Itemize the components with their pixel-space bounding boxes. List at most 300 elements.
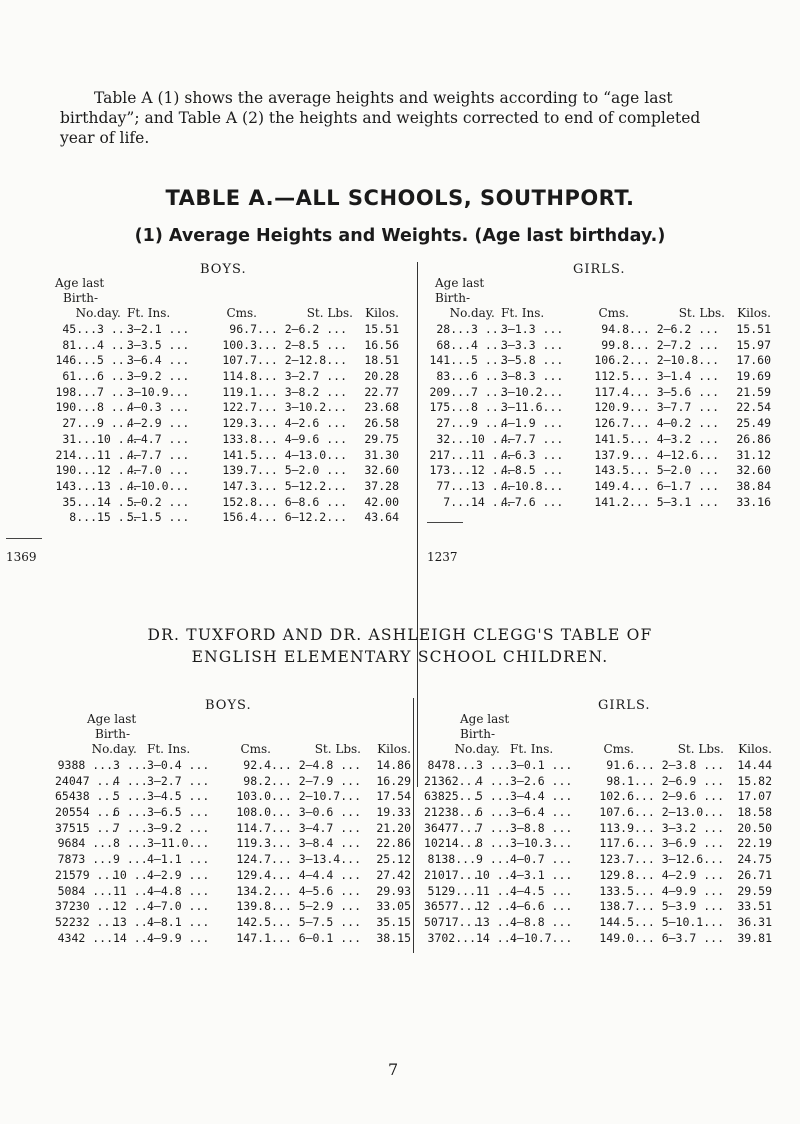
table-cell: 33.16	[736, 494, 771, 509]
table-cell: 21.59	[736, 384, 771, 399]
table-cell: 14.86	[376, 758, 411, 772]
table-cell: 4—0.7 ...	[510, 852, 573, 867]
table-row	[55, 432, 399, 448]
table-cell: 91.6	[606, 758, 634, 772]
table-row	[55, 915, 411, 931]
table-row	[424, 774, 772, 790]
girls-total: 1237	[427, 550, 458, 564]
table-cell: 119.3	[236, 836, 271, 851]
table-cell: 16.56	[364, 337, 399, 352]
table-cell: 3—3.3 ...	[501, 337, 564, 352]
table-row	[427, 448, 771, 464]
table-cell: 3—9.2 ...	[147, 820, 210, 835]
table-row	[55, 789, 411, 805]
table-cell: 120.9	[594, 400, 629, 415]
table-row	[427, 400, 771, 416]
table-cell: 8 ...	[476, 836, 511, 851]
table-cell: ... 2—6.2 ...	[629, 322, 720, 336]
table-cell: 4—4.7 ...	[127, 431, 190, 446]
table-cell: 32.60	[364, 463, 399, 478]
column-header: Kilos.	[365, 306, 399, 320]
table-row	[55, 400, 399, 416]
table-cell: 190...	[55, 463, 97, 478]
table-cell: 22.54	[736, 400, 771, 415]
table-cell: ... 3—1.4 ...	[629, 369, 720, 384]
table-cell: 190...	[55, 400, 97, 415]
girls-label: GIRLS.	[598, 698, 651, 713]
table-row	[55, 899, 411, 915]
table-cell: 3—6.4 ...	[127, 353, 190, 368]
table-row	[427, 463, 771, 479]
table-row	[424, 931, 772, 947]
boys-total-rule	[6, 538, 42, 539]
table-cell: 26.71	[737, 867, 772, 882]
table-cell: 37515 ...	[55, 820, 118, 835]
table-cell: ... 4—13.0...	[257, 447, 348, 462]
table-cell: 173...	[429, 463, 471, 478]
table-cell: 63825...	[424, 789, 480, 804]
table-cell: 3—5.8 ...	[501, 353, 564, 368]
table-cell: ... 2—12.8...	[257, 353, 348, 368]
table-cell: 7 ...	[97, 384, 132, 399]
table-row	[55, 805, 411, 821]
table-cell: 52232 ...	[55, 914, 118, 929]
table-cell: 17.07	[737, 789, 772, 804]
table-row	[427, 416, 771, 432]
table-cell: 149.0	[599, 930, 634, 945]
table-cell: 35...	[62, 494, 97, 509]
table-cell: 8 ...	[97, 400, 132, 415]
table-cell: 39.81	[737, 930, 772, 945]
table-cell: 19.33	[376, 805, 411, 820]
table-cell: 129.8	[599, 867, 634, 882]
table-cell: 147.1	[236, 930, 271, 945]
column-header: Kilos.	[738, 742, 772, 756]
table-cell: 6 ...	[471, 369, 506, 384]
table-cell: ... 6—3.7 ...	[634, 930, 725, 945]
column-header: St. Lbs.	[306, 306, 353, 320]
table-cell: 123.7	[599, 852, 634, 867]
table-cell: 6 ...	[476, 805, 511, 820]
table-cell: 4342 ...	[57, 930, 113, 945]
table-cell: 14 ...	[476, 930, 518, 945]
table-cell: 4—9.9 ...	[147, 930, 210, 945]
table-cell: 29.75	[364, 431, 399, 446]
table-cell: 98.1	[606, 773, 634, 788]
table-cell: 35.15	[376, 914, 411, 929]
table-cell: 137.9	[594, 447, 629, 462]
table-cell: ... 4—2.9 ...	[634, 867, 725, 882]
table-cell: 4—7.0 ...	[127, 463, 190, 478]
table-row	[55, 868, 411, 884]
table-row	[55, 774, 411, 790]
table-cell: 156.4	[222, 510, 257, 525]
table-cell: ... 3—10.2...	[257, 400, 348, 415]
table-cell: 4—10.0...	[127, 478, 190, 493]
table-cell: ... 4—9.9 ...	[634, 883, 725, 898]
table-row	[55, 369, 399, 385]
column-header: Ft. Ins.	[510, 742, 554, 756]
table-cell: 3—2.6 ...	[510, 773, 573, 788]
table-row	[55, 353, 399, 369]
table-cell: 3—3.5 ...	[127, 337, 190, 352]
table-cell: ... 3—8.4 ...	[271, 836, 362, 851]
table-cell: ... 5—2.9 ...	[271, 899, 362, 914]
table-cell: 152.8	[222, 494, 257, 509]
table-cell: 114.7	[236, 820, 271, 835]
table-cell: 141.2	[594, 494, 629, 509]
table-a-title: TABLE A.—ALL SCHOOLS, SOUTHPORT.	[165, 186, 635, 210]
table-cell: 11 ...	[476, 883, 518, 898]
table-cell: ... 3—13.4...	[271, 852, 362, 867]
table-cell: 4—7.7 ...	[501, 431, 564, 446]
table-cell: 65438 ...	[55, 789, 118, 804]
table-cell: 36577...	[424, 899, 480, 914]
table-cell: 38.84	[736, 478, 771, 493]
table-row	[55, 322, 399, 338]
table-cell: ... 4—9.6 ...	[257, 431, 348, 446]
table-cell: 4—8.1 ...	[147, 914, 210, 929]
table-a-boys	[55, 262, 399, 525]
table-cell: 141.5	[222, 447, 257, 462]
column-header: Cms.	[240, 742, 271, 756]
table-cell: 21238...	[424, 805, 480, 820]
table-cell: 11 ...	[97, 447, 139, 462]
age-header-1: Age last	[460, 712, 510, 726]
table-cell: ... 3—2.7 ...	[257, 369, 348, 384]
table-cell: 4—2.9 ...	[127, 416, 190, 431]
table-row	[424, 758, 772, 774]
table-cell: 134.2	[236, 883, 271, 898]
table-cell: 100.3	[222, 337, 257, 352]
table-cell: 4—8.8 ...	[510, 914, 573, 929]
table-cell: 3—4.4 ...	[510, 789, 573, 804]
table-cell: 5129...	[427, 883, 476, 898]
table-cell: 38.15	[376, 930, 411, 945]
table-cell: 21362...	[424, 773, 480, 788]
table-cell: 7 ...	[471, 384, 506, 399]
table-row	[427, 338, 771, 354]
column-header: day.	[476, 742, 500, 756]
table-cell: 10 ...	[471, 431, 513, 446]
boys-label: BOYS.	[200, 262, 247, 277]
table-b-girls	[424, 698, 772, 958]
column-header: No.	[449, 306, 471, 320]
column-header: St. Lbs.	[677, 742, 724, 756]
table-cell: 4—4.5 ...	[510, 883, 573, 898]
table-cell: 92.4	[243, 758, 271, 772]
table-cell: 13 ...	[113, 914, 155, 929]
column-header: Ft. Ins.	[501, 306, 545, 320]
table-cell: 16.29	[376, 773, 411, 788]
table-cell: 6 ...	[97, 369, 132, 384]
table-cell: 9 ...	[476, 852, 511, 867]
table-cell: 21017...	[424, 867, 480, 882]
table-cell: 17.60	[736, 353, 771, 368]
table-row	[424, 899, 772, 915]
table-cell: ... 3—5.6 ...	[629, 384, 720, 399]
column-header: St. Lbs.	[678, 306, 725, 320]
table-cell: 3—8.3 ...	[501, 369, 564, 384]
table-row	[55, 463, 399, 479]
table-cell: ... 4—4.4 ...	[271, 867, 362, 882]
table-cell: 4—2.9 ...	[147, 867, 210, 882]
table-cell: 32.60	[736, 463, 771, 478]
table-cell: 15.51	[364, 322, 399, 336]
table-cell: 4—7.7 ...	[127, 447, 190, 462]
column-headers	[55, 306, 399, 320]
table-cell: 36477...	[424, 820, 480, 835]
table-cell: 103.0	[236, 789, 271, 804]
table-cell: ... 4—12.6...	[629, 447, 720, 462]
table-cell: 43.64	[364, 510, 399, 525]
table-row	[424, 789, 772, 805]
column-header: No.	[75, 306, 97, 320]
table-cell: 5—1.5 ...	[127, 510, 190, 525]
table-cell: 10 ...	[476, 867, 518, 882]
table-cell: 141...	[429, 353, 471, 368]
table-row	[427, 369, 771, 385]
table-cell: 6 ...	[113, 805, 148, 820]
table-row	[55, 385, 399, 401]
table-cell: 4—1.9 ...	[501, 416, 564, 431]
column-header: day.	[471, 306, 495, 320]
table-cell: 129.4	[236, 867, 271, 882]
table-row	[55, 836, 411, 852]
table-cell: 108.0	[236, 805, 271, 820]
table-row	[55, 479, 399, 495]
table-cell: 3—11.0...	[147, 836, 210, 851]
column-header: Ft. Ins.	[147, 742, 191, 756]
table-row	[424, 868, 772, 884]
table-cell: 31.12	[736, 447, 771, 462]
table-cell: ... 5—3.9 ...	[634, 899, 725, 914]
table-cell: ... 6—1.7 ...	[629, 478, 720, 493]
table-row	[427, 353, 771, 369]
table-cell: 29.59	[737, 883, 772, 898]
table-cell: 11 ...	[113, 883, 155, 898]
table-cell: 3—8.8 ...	[510, 820, 573, 835]
table-row	[55, 884, 411, 900]
column-headers	[424, 742, 772, 756]
table-cell: 12 ...	[471, 463, 513, 478]
table-row	[427, 432, 771, 448]
girls-label: GIRLS.	[573, 262, 626, 277]
boys-label: BOYS.	[205, 698, 252, 713]
table-cell: ... 4—5.6 ...	[271, 883, 362, 898]
table-cell: 4 ...	[113, 773, 148, 788]
column-header: St. Lbs.	[314, 742, 361, 756]
table-cell: ... 5—2.0 ...	[629, 463, 720, 478]
table-cell: 8138...	[427, 852, 476, 867]
table-row	[424, 805, 772, 821]
table-row	[424, 836, 772, 852]
table-cell: 144.5	[599, 914, 634, 929]
table-cell: 7873 ...	[57, 852, 113, 867]
table-cell: 5 ...	[97, 353, 132, 368]
table-row	[424, 915, 772, 931]
table-cell: 22.86	[376, 836, 411, 851]
table-cell: 77...	[436, 478, 471, 493]
table-cell: 3—2.1 ...	[127, 322, 190, 336]
table-cell: ... 5—2.0 ...	[257, 463, 348, 478]
age-header-2: Birth-	[63, 291, 98, 305]
table-cell: 20.28	[364, 369, 399, 384]
table-cell: 4 ...	[471, 337, 506, 352]
table-cell: 149.4	[594, 478, 629, 493]
table-cell: ... 5—7.5 ...	[271, 914, 362, 929]
table-cell: 107.7	[222, 353, 257, 368]
table-cell: 18.58	[737, 805, 772, 820]
table-cell: 17.54	[376, 789, 411, 804]
table-cell: 27...	[62, 416, 97, 431]
table-cell: 107.6	[599, 805, 634, 820]
table-cell: 142.5	[236, 914, 271, 929]
table-cell: 15 ...	[97, 510, 139, 525]
table-cell: 29.93	[376, 883, 411, 898]
table-cell: 7 ...	[476, 820, 511, 835]
table-cell: 12 ...	[113, 899, 155, 914]
table-cell: 122.7	[222, 400, 257, 415]
table-cell: ... 6—0.1 ...	[271, 930, 362, 945]
table-cell: 8 ...	[471, 400, 506, 415]
table-row	[55, 931, 411, 947]
table-body	[424, 758, 772, 946]
column-header: Kilos.	[737, 306, 771, 320]
table-row	[424, 884, 772, 900]
column-header: Cms.	[598, 306, 629, 320]
table-cell: ... 5—3.1 ...	[629, 494, 720, 509]
column-header: No.	[454, 742, 476, 756]
table-cell: ... 2—10.7...	[271, 789, 362, 804]
table-cell: ... 2—7.2 ...	[629, 337, 720, 352]
age-header-1: Age last	[87, 712, 137, 726]
table-cell: 81...	[62, 337, 97, 352]
column-header: Cms.	[603, 742, 634, 756]
table-cell: 3 ...	[471, 322, 506, 336]
table-cell: ... 3—0.6 ...	[271, 805, 362, 820]
table-cell: 4—3.1 ...	[510, 867, 573, 882]
table-cell: ... 3—7.7 ...	[629, 400, 720, 415]
table-cell: 143.5	[594, 463, 629, 478]
table-cell: 3702...	[427, 930, 476, 945]
table-cell: 209...	[429, 384, 471, 399]
table-cell: 3—0.1 ...	[510, 758, 573, 772]
table-cell: 3—10.2...	[501, 384, 564, 399]
table-cell: ... 2—3.8 ...	[634, 758, 725, 772]
table-row	[55, 821, 411, 837]
table-row	[55, 448, 399, 464]
table-cell: ... 6—12.2...	[257, 510, 348, 525]
table-cell: ... 3—4.7 ...	[271, 820, 362, 835]
column-headers	[55, 742, 411, 756]
table-cell: 28...	[436, 322, 471, 336]
table-cell: 5 ...	[476, 789, 511, 804]
table-cell: 14 ...	[471, 494, 513, 509]
table-cell: 99.8	[601, 337, 629, 352]
table-cell: 25.49	[736, 416, 771, 431]
table-cell: 138.7	[599, 899, 634, 914]
table-body	[55, 322, 399, 526]
table-cell: 119.1	[222, 384, 257, 399]
table-cell: ... 3—3.2 ...	[634, 820, 725, 835]
table-cell: 25.12	[376, 852, 411, 867]
table-cell: 3 ...	[113, 758, 148, 772]
table-cell: 175...	[429, 400, 471, 415]
table-cell: 9388 ...	[57, 758, 113, 772]
table-cell: 14 ...	[97, 494, 139, 509]
table-cell: 9684 ...	[57, 836, 113, 851]
table-cell: 4 ...	[476, 773, 511, 788]
table-cell: ... 6—8.6 ...	[257, 494, 348, 509]
table-cell: 32...	[436, 431, 471, 446]
table-cell: 33.51	[737, 899, 772, 914]
table-cell: 5084 ...	[57, 883, 113, 898]
table-cell: 10 ...	[113, 867, 155, 882]
table-row	[55, 852, 411, 868]
table-cell: 10214...	[424, 836, 480, 851]
table-cell: 3—2.7 ...	[147, 773, 210, 788]
table-cell: ... 2—7.9 ...	[271, 773, 362, 788]
page-number: 7	[388, 1060, 399, 1079]
table-cell: 4—6.6 ...	[510, 899, 573, 914]
age-header-2: Birth-	[95, 727, 130, 741]
table-cell: 12 ...	[476, 899, 518, 914]
table-cell: 5 ...	[471, 353, 506, 368]
table-cell: 94.8	[601, 322, 629, 336]
table-cell: 8478...	[427, 758, 476, 772]
table-cell: 139.8	[236, 899, 271, 914]
table-cell: ... 2—13.0...	[634, 805, 725, 820]
table-cell: 19.69	[736, 369, 771, 384]
table-cell: 31...	[62, 431, 97, 446]
table-cell: 4—7.0 ...	[147, 899, 210, 914]
age-header-1: Age last	[435, 276, 485, 290]
table-cell: 3 ...	[97, 322, 132, 336]
table-cell: 3—11.6...	[501, 400, 564, 415]
table-cell: 9 ...	[471, 416, 506, 431]
table-row	[55, 338, 399, 354]
table-cell: 37230 ...	[55, 899, 118, 914]
table-cell: 3 ...	[476, 758, 511, 772]
table-cell: 4—10.7...	[510, 930, 573, 945]
table-cell: 33.05	[376, 899, 411, 914]
table-cell: 3—10.3...	[510, 836, 573, 851]
table-cell: 4—0.3 ...	[127, 400, 190, 415]
table-b-title-line2: ENGLISH ELEMENTARY SCHOOL CHILDREN.	[191, 648, 609, 666]
table-cell: ... 4—2.6 ...	[257, 416, 348, 431]
table-cell: 117.4	[594, 384, 629, 399]
table-cell: 124.7	[236, 852, 271, 867]
table-cell: 42.00	[364, 494, 399, 509]
table-cell: 5 ...	[113, 789, 148, 804]
table-cell: 4—7.6 ...	[501, 494, 564, 509]
table-cell: 4—1.1 ...	[147, 852, 210, 867]
table-cell: 113.9	[599, 820, 634, 835]
table-cell: 37.28	[364, 478, 399, 493]
table-cell: ... 2—9.6 ...	[634, 789, 725, 804]
table-cell: 198...	[55, 384, 97, 399]
table-cell: ... 2—6.9 ...	[634, 773, 725, 788]
column-header: day.	[97, 306, 121, 320]
table-cell: 14.44	[737, 758, 772, 772]
table-cell: 14 ...	[113, 930, 155, 945]
table-cell: 3—9.2 ...	[127, 369, 190, 384]
table-cell: 24.75	[737, 852, 772, 867]
table-cell: 20554 ...	[55, 805, 118, 820]
table-b-title-line1: DR. TUXFORD AND DR. ASHLEIGH CLEGG'S TABLE OF	[147, 626, 653, 644]
table-cell: ... 2—8.5 ...	[257, 337, 348, 352]
